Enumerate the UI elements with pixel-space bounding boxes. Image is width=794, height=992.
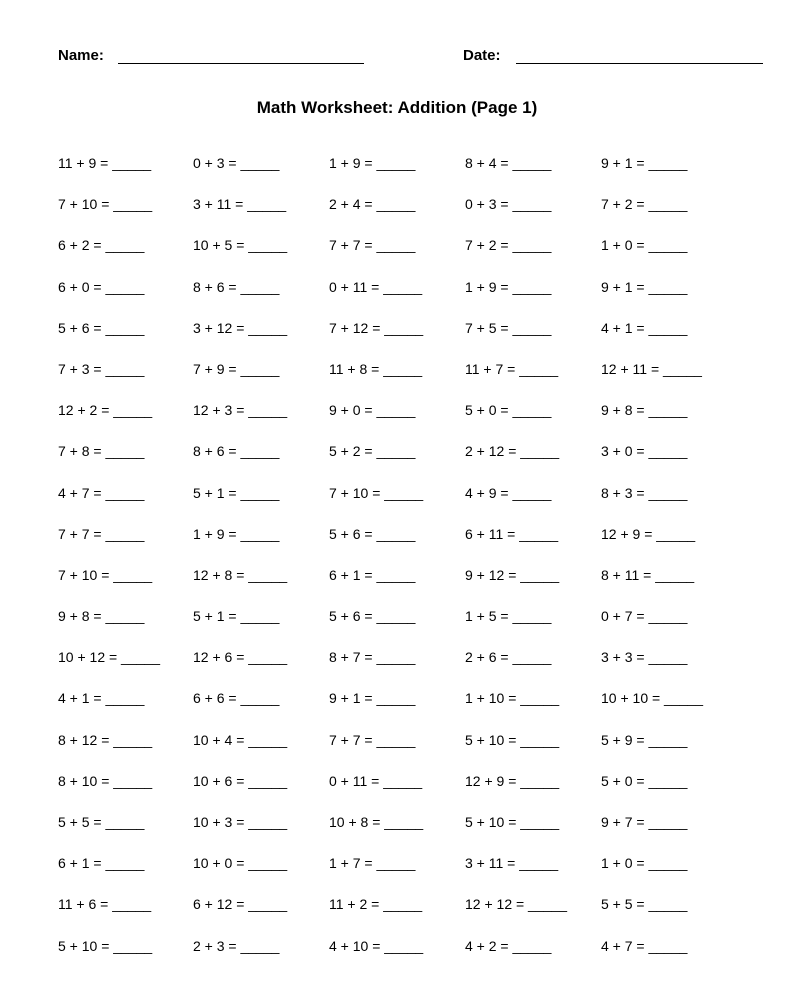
addition-problem: 12 + 9 = _____ — [465, 772, 560, 789]
problem-row — [0, 646, 794, 687]
addition-problem: 4 + 1 = _____ — [601, 319, 688, 336]
addition-problem: 5 + 6 = _____ — [329, 525, 416, 542]
addition-problem: 5 + 6 = _____ — [58, 319, 145, 336]
addition-problem: 10 + 6 = _____ — [193, 772, 288, 789]
problem-row — [0, 440, 794, 481]
addition-problem: 6 + 12 = _____ — [193, 896, 288, 913]
addition-problem: 1 + 10 = _____ — [465, 690, 560, 707]
addition-problem: 7 + 9 = _____ — [193, 360, 280, 377]
addition-problem: 2 + 4 = _____ — [329, 196, 416, 213]
addition-problem: 8 + 4 = _____ — [465, 155, 552, 171]
addition-problem: 1 + 0 = _____ — [601, 855, 688, 872]
addition-problem: 11 + 6 = _____ — [58, 896, 152, 913]
addition-problem: 9 + 0 = _____ — [329, 402, 416, 419]
addition-problem: 7 + 2 = _____ — [601, 196, 688, 213]
addition-problem: 10 + 4 = _____ — [193, 731, 288, 748]
addition-problem: 12 + 6 = _____ — [193, 649, 288, 666]
date-field-line — [516, 63, 763, 64]
addition-problem: 3 + 11 = _____ — [193, 196, 287, 213]
addition-problem: 5 + 10 = _____ — [465, 731, 560, 748]
addition-problem: 2 + 6 = _____ — [465, 649, 552, 666]
addition-problem: 10 + 10 = _____ — [601, 690, 703, 707]
addition-problem: 6 + 1 = _____ — [58, 855, 145, 872]
problem-row — [0, 770, 794, 811]
problem-row — [0, 358, 794, 399]
addition-problem: 7 + 2 = _____ — [465, 237, 552, 254]
addition-problem: 8 + 11 = _____ — [601, 566, 695, 583]
addition-problem: 11 + 9 = _____ — [58, 155, 152, 171]
addition-problem: 3 + 3 = _____ — [601, 649, 688, 666]
addition-problem: 4 + 9 = _____ — [465, 484, 552, 501]
addition-problem: 4 + 7 = _____ — [58, 484, 145, 501]
addition-problem: 4 + 2 = _____ — [465, 937, 552, 954]
addition-problem: 5 + 0 = _____ — [465, 402, 552, 419]
problem-row — [0, 564, 794, 605]
addition-problem: 4 + 1 = _____ — [58, 690, 145, 707]
addition-problem: 5 + 10 = _____ — [58, 937, 153, 954]
addition-problem: 11 + 8 = _____ — [329, 360, 423, 377]
addition-problem: 7 + 7 = _____ — [58, 525, 145, 542]
addition-problem: 3 + 12 = _____ — [193, 319, 288, 336]
addition-problem: 7 + 10 = _____ — [58, 196, 153, 213]
addition-problem: 4 + 7 = _____ — [601, 937, 688, 954]
addition-problem: 10 + 5 = _____ — [193, 237, 288, 254]
name-field-line — [118, 63, 364, 64]
addition-problem: 6 + 6 = _____ — [193, 690, 280, 707]
problem-row — [0, 234, 794, 275]
addition-problem: 9 + 12 = _____ — [465, 566, 560, 583]
addition-problem: 10 + 3 = _____ — [193, 814, 288, 830]
addition-problem: 1 + 9 = _____ — [329, 155, 416, 171]
addition-problem: 1 + 9 = _____ — [465, 278, 552, 295]
addition-problem: 9 + 7 = _____ — [601, 814, 688, 830]
addition-problem: 0 + 11 = _____ — [329, 772, 423, 789]
addition-problem: 1 + 9 = _____ — [193, 525, 280, 542]
date-label: Date: — [463, 47, 501, 64]
addition-problem: 7 + 7 = _____ — [329, 237, 416, 254]
problem-row — [0, 729, 794, 770]
addition-problem: 8 + 6 = _____ — [193, 278, 280, 295]
addition-problem: 0 + 11 = _____ — [329, 278, 423, 295]
addition-problem: 0 + 3 = _____ — [465, 196, 552, 213]
addition-problem: 6 + 1 = _____ — [329, 566, 416, 583]
addition-problem: 0 + 3 = _____ — [193, 155, 280, 171]
addition-problem: 8 + 7 = _____ — [329, 649, 416, 666]
addition-problem: 11 + 2 = _____ — [329, 896, 423, 913]
addition-problem: 10 + 12 = _____ — [58, 649, 160, 666]
addition-problem: 1 + 7 = _____ — [329, 855, 416, 872]
problem-row — [0, 193, 794, 234]
problem-row — [0, 399, 794, 440]
addition-problem: 12 + 2 = _____ — [58, 402, 153, 419]
addition-problem: 4 + 10 = _____ — [329, 937, 424, 954]
addition-problem: 0 + 7 = _____ — [601, 608, 688, 625]
problem-row — [0, 276, 794, 317]
addition-problem: 7 + 10 = _____ — [58, 566, 153, 583]
addition-problem: 2 + 3 = _____ — [193, 937, 280, 954]
addition-problem: 12 + 12 = _____ — [465, 896, 567, 913]
addition-problem: 7 + 7 = _____ — [329, 731, 416, 748]
problem-grid — [0, 152, 794, 976]
addition-problem: 5 + 1 = _____ — [193, 484, 280, 501]
addition-problem: 3 + 0 = _____ — [601, 443, 688, 460]
problem-row — [0, 317, 794, 358]
problem-row — [0, 687, 794, 728]
addition-problem: 7 + 8 = _____ — [58, 443, 145, 460]
addition-problem: 8 + 3 = _____ — [601, 484, 688, 501]
addition-problem: 12 + 3 = _____ — [193, 402, 288, 419]
addition-problem: 7 + 5 = _____ — [465, 319, 552, 336]
addition-problem: 7 + 3 = _____ — [58, 360, 145, 377]
addition-problem: 9 + 8 = _____ — [601, 402, 688, 419]
addition-problem: 12 + 9 = _____ — [601, 525, 696, 542]
addition-problem: 5 + 6 = _____ — [329, 608, 416, 625]
addition-problem: 8 + 6 = _____ — [193, 443, 280, 460]
addition-problem: 3 + 11 = _____ — [465, 855, 559, 872]
problem-row — [0, 893, 794, 934]
addition-problem: 7 + 10 = _____ — [329, 484, 424, 501]
addition-problem: 5 + 5 = _____ — [58, 814, 145, 830]
addition-problem: 5 + 0 = _____ — [601, 772, 688, 789]
addition-problem: 10 + 8 = _____ — [329, 814, 424, 830]
addition-problem: 6 + 2 = _____ — [58, 237, 145, 254]
problem-row — [0, 523, 794, 564]
problem-row — [0, 935, 794, 976]
header-row — [58, 46, 764, 68]
problem-row — [0, 811, 794, 852]
addition-problem: 1 + 0 = _____ — [601, 237, 688, 254]
addition-problem: 10 + 0 = _____ — [193, 855, 288, 872]
addition-problem: 11 + 7 = _____ — [465, 360, 559, 377]
addition-problem: 5 + 9 = _____ — [601, 731, 688, 748]
addition-problem: 12 + 8 = _____ — [193, 566, 288, 583]
addition-problem: 6 + 11 = _____ — [465, 525, 559, 542]
name-label: Name: — [58, 47, 104, 64]
problem-row — [0, 852, 794, 893]
addition-problem: 9 + 8 = _____ — [58, 608, 145, 625]
addition-problem: 5 + 2 = _____ — [329, 443, 416, 460]
addition-problem: 9 + 1 = _____ — [601, 278, 688, 295]
addition-problem: 1 + 5 = _____ — [465, 608, 552, 625]
problem-row — [0, 605, 794, 646]
addition-problem: 6 + 0 = _____ — [58, 278, 145, 295]
addition-problem: 8 + 12 = _____ — [58, 731, 153, 748]
addition-problem: 5 + 1 = _____ — [193, 608, 280, 625]
addition-problem: 9 + 1 = _____ — [601, 155, 688, 171]
addition-problem: 12 + 11 = _____ — [601, 360, 702, 377]
addition-problem: 9 + 1 = _____ — [329, 690, 416, 707]
addition-problem: 7 + 12 = _____ — [329, 319, 424, 336]
addition-problem: 8 + 10 = _____ — [58, 772, 153, 789]
addition-problem: 5 + 5 = _____ — [601, 896, 688, 913]
addition-problem: 5 + 10 = _____ — [465, 814, 560, 830]
addition-problem: 2 + 12 = _____ — [465, 443, 560, 460]
problem-row — [0, 482, 794, 523]
problem-row — [0, 152, 794, 193]
worksheet-title: Math Worksheet: Addition (Page 1) — [256, 98, 538, 117]
